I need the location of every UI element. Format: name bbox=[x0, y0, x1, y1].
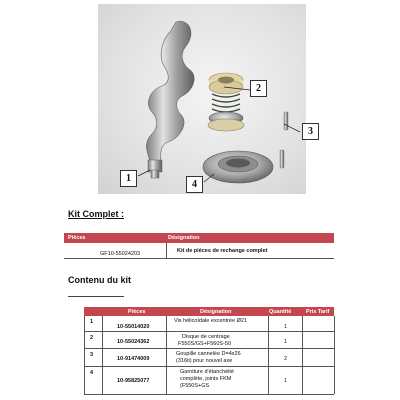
row-1-ref: 10-55014020 bbox=[117, 324, 150, 330]
row-1-num: 1 bbox=[90, 319, 94, 325]
kit-row-divider bbox=[64, 258, 334, 259]
col-pieces: Pièces bbox=[128, 309, 146, 315]
centering-disk bbox=[203, 151, 273, 183]
row-1-qty: 1 bbox=[284, 324, 288, 330]
kit-designation: Kit de pièces de rechange complet bbox=[177, 248, 268, 254]
col-quantite: Quantité bbox=[269, 309, 292, 315]
spare-parts-illustration bbox=[98, 4, 306, 194]
contents-heading-rule bbox=[68, 296, 124, 297]
row-2-designation-line-1: Disque de centrage bbox=[182, 334, 230, 340]
row-4-designation-line-2: complète, joints FKM bbox=[180, 376, 232, 382]
kit-ref: GF10-55024203 bbox=[100, 251, 141, 257]
seal-assembly bbox=[208, 73, 244, 131]
callout-3: 3 bbox=[302, 123, 319, 140]
kit-col-divider bbox=[166, 243, 167, 259]
row-2-qty: 1 bbox=[284, 339, 288, 345]
row-4-designation-line-1: Garniture d'étanchéité bbox=[180, 369, 234, 375]
product-photo bbox=[98, 4, 306, 194]
kit-heading: Kit Complet : bbox=[68, 209, 124, 219]
row-2-num: 2 bbox=[90, 335, 94, 341]
row-3-qty: 2 bbox=[284, 356, 288, 362]
row-3-ref: 10-91474009 bbox=[117, 356, 150, 362]
row-4-ref: 10-95825077 bbox=[117, 378, 150, 384]
callout-2: 2 bbox=[250, 80, 267, 97]
kit-table-header bbox=[64, 233, 334, 243]
row-4-num: 4 bbox=[90, 370, 94, 376]
row-3-designation-line-2: (316ti) pour nouvel axe bbox=[176, 358, 233, 364]
eccentric-screw bbox=[146, 21, 194, 178]
kit-col-designation: Désignation bbox=[168, 235, 200, 241]
callout-1: 1 bbox=[120, 170, 137, 187]
grooved-pins bbox=[280, 112, 288, 168]
row-4-designation-line-3: (F550S+GS bbox=[180, 383, 210, 389]
kit-col-pieces: Pièces bbox=[68, 235, 86, 241]
col-designation: Désignation bbox=[200, 309, 232, 315]
contents-heading: Contenu du kit bbox=[68, 275, 131, 285]
contents-table-header bbox=[84, 307, 334, 316]
row-3-num: 3 bbox=[90, 352, 94, 358]
col-prix-tarif: Prix Tarif bbox=[306, 309, 330, 315]
row-3-designation-line-1: Goupille cannelée D=4x26 bbox=[176, 351, 241, 357]
row-1-designation: Vis hélicoïdale excentrée Ø21 bbox=[174, 318, 247, 324]
row-2-ref: 10-55024362 bbox=[117, 339, 150, 345]
row-2-designation-line-2: F550S/GS+F560S-50 bbox=[178, 341, 232, 347]
row-4-qty: 1 bbox=[284, 378, 288, 384]
callout-4: 4 bbox=[186, 176, 203, 193]
